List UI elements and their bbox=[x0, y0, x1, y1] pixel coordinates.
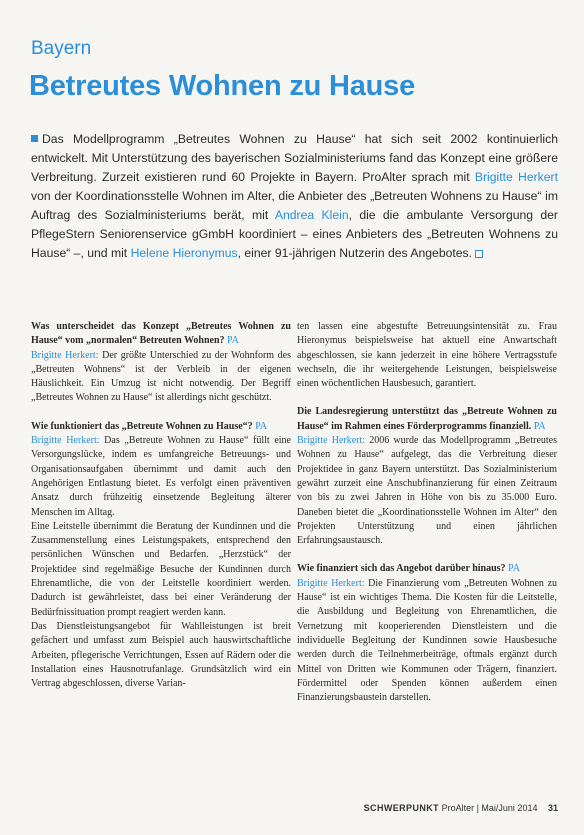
speaker-label: Brigitte Herkert: bbox=[31, 435, 100, 447]
name-herkert: Brigitte Herkert bbox=[474, 170, 558, 184]
answer-text: Das „Betreute Wohnen zu Hause“ füllt eine Versorgungslücke, indem es umfangreiche Betreuungs- und Organisationsaufgaben übernimmt und damit auch den Angehörigen Entlastung bietet. Es verfolgt einen präventiven Ansatz durch frühzeitig einsetzende Begleitung älterer Menschen im Alltag. bbox=[31, 435, 291, 518]
answer-3 bbox=[297, 434, 557, 548]
question-text: Was unterscheidet das Konzept „Betreutes Wohnen zu Hause“ vom „normalen“ Betreuten Wohnen? bbox=[31, 321, 291, 347]
speaker-label: Brigitte Herkert: bbox=[297, 577, 365, 589]
answer-text: Der größte Unterschied zu der Wohnform des „Betreuten Wohnens“ ist der Verbleib in der eigenen Häuslichkeit. Ein Umzug ist nicht notwendig. Der Begriff „Betreutes Wohnen zu Hause“ ist allerdings nicht geschützt. bbox=[31, 349, 291, 404]
name-hieronymus: Helene Hieronymus bbox=[130, 246, 238, 260]
intro-paragraph bbox=[31, 130, 558, 263]
page-footer: SCHWERPUNKT ProAlter | Mai/Juni 2014 31 bbox=[363, 803, 558, 813]
pa-label: PA bbox=[508, 563, 520, 575]
footer-section: SCHWERPUNKT bbox=[363, 803, 440, 813]
answer-2 bbox=[31, 434, 291, 520]
question-text: Wie finanziert sich das Angebot darüber hinaus? bbox=[297, 563, 506, 575]
end-square-icon bbox=[475, 250, 483, 258]
speaker-label: Brigitte Herkert: bbox=[31, 349, 99, 361]
speaker-label: Brigitte Herkert: bbox=[297, 435, 366, 447]
question-4 bbox=[297, 562, 557, 576]
question-2 bbox=[31, 420, 291, 434]
kicker-region: Bayern bbox=[31, 38, 92, 59]
intro-text-3: , die die ambulante Versorgung der PflegeStern Seniorenservice gGmbH koordiniert – eines Anbieters des „Betreuten Wohnens zu Hause“ –, und mit bbox=[31, 208, 558, 260]
answer-text: 2006 wurde das Modellprogramm „Betreutes Wohnen zu Hause“ aufgelegt, das die Verbreitung dieser Projektidee in ganz Bayern unterstützt. Das Sozialministerium gewährt zurzeit eine Anschubfinanzierung für einen Zeitraum von bis zu zwei Jahren in Höhe von bis zu 35.000 Euro. Daneben bietet die „Koordinationsstelle Wohnen im Alter“ den Projekten Unterstützung und einen jährlichen Erfahrungsaustausch. bbox=[297, 435, 557, 547]
answer-1 bbox=[31, 349, 291, 406]
paragraph-dienstleistung: Das Dienstleistungsangebot für Wahlleistungen ist breit gefächert und umfasst zum Beispiel auch hauswirtschaftliche Arbeiten, pflegerische Verrichtungen, Essen auf Rädern oder die Installation eines Hausnotrufanlage. Grundsätzlich wird ein Vertrag abgeschlossen, diverse Varian- bbox=[31, 620, 291, 690]
column-left bbox=[31, 320, 291, 691]
answer-text: Die Finanzierung vom „Betreuten Wohnen zu Hause“ ist ein wichtiges Thema. Die Kosten für die Leitstelle, die Ausbildung und Begleitung von Ehrenamtlichen, die Vernetzung mit kooperierenden Dienstleistern und die individuelle Begleitung der Kundinnen sowie Hausbesuche werden durch die Teilnehmerbeiträge, oftmals ergänzt durch Mittel von Dritten wie Kommunen oder Trägern, finanziert. Fördermittel oder Spenden können außerdem einen Finanzierungsbaustein darstellen. bbox=[297, 577, 558, 704]
pa-label: PA bbox=[227, 335, 239, 347]
footer-magazine: ProAlter bbox=[441, 803, 475, 813]
question-1 bbox=[31, 320, 291, 349]
pa-label: PA bbox=[533, 420, 546, 432]
name-klein: Andrea Klein bbox=[274, 208, 349, 222]
question-text: Wie funktioniert das „Betreute Wohnen zu Hause“? bbox=[31, 420, 253, 432]
paragraph-leitstelle: Eine Leitstelle übernimmt die Beratung der Kundinnen und die Zusammenstellung eines Leistungspakets, entsprechend den persönlichen Wünschen und Bedarfen. „Herzstück“ der Projektidee sind regelmäßige Besuche der Kundinnen durch Ehrenamtliche, die von der Leitstelle koordiniert werden. Dadurch ist gewährleistet, dass bei einer Veränderung der Bedürfnissituation prompt reagiert werden kann. bbox=[31, 520, 291, 618]
question-3 bbox=[297, 405, 557, 434]
intro-text-4: , einer 91-jährigen Nutzerin des Angebotes. bbox=[237, 246, 473, 260]
bullet-square-icon bbox=[31, 135, 38, 142]
pa-label: PA bbox=[255, 420, 268, 432]
footer-issue: Mai/Juni 2014 bbox=[481, 803, 538, 813]
intro-text-1: Das Modellprogramm „Betreutes Wohnen zu Hause“ hat sich seit 2002 kontinuierlich entwickelt. Mit Unterstützung des bayerischen Sozialministeriums fand das Konzept eine größere Verbreitung. Zurzeit existieren rund 60 Projekte in Bayern. ProAlter sprach mit bbox=[31, 132, 558, 184]
answer-4 bbox=[297, 577, 557, 706]
question-text: Die Landesregierung unterstützt das „Betreute Wohnen zu Hause“ im Rahmen eines Förderprogramms finanziell. bbox=[297, 406, 557, 432]
intro-text-2: von der Koordinationsstelle Wohnen im Alter, die Anbieter des „Betreuten Wohnens zu Hause“ im Auftrag des Sozialministeriums berät, mit bbox=[31, 189, 558, 222]
paragraph-continuation: ten lassen eine abgestufte Betreuungsintensität zu. Frau Hieronymus beispielsweise hat aktuell eine Anwartschaft abgeschlossen, sie kann jederzeit in eine höhere Vertragsstufe wechseln, die ihr weitergehende Leistungen, beispielsweise einen wöchentlichen Hausbesuch, garantiert. bbox=[297, 321, 557, 390]
page-number: 31 bbox=[547, 803, 558, 813]
article-title: Betreutes Wohnen zu Hause bbox=[29, 70, 416, 102]
column-right bbox=[297, 320, 557, 705]
